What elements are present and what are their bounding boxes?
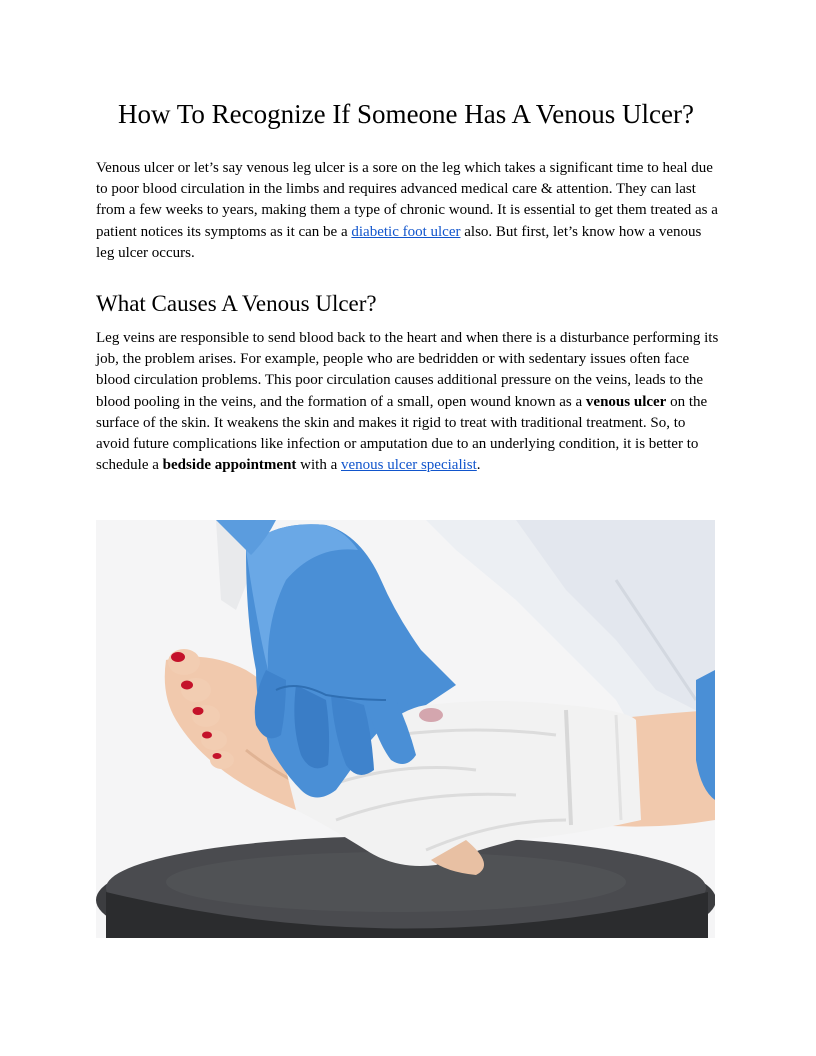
bedside-appointment-term: bedside appointment (162, 457, 297, 474)
section-heading: What Causes A Venous Ulcer? (96, 291, 377, 316)
venous-ulcer-specialist-link[interactable]: venous ulcer specialist (341, 457, 477, 474)
intro-text-end: also. But first, let’s know how a venous leg ulcer occurs. (96, 223, 702, 261)
page-title: How To Recognize If Someone Has A Venous Ulcer? (118, 99, 694, 129)
diabetic-foot-ulcer-link[interactable]: diabetic foot ulcer (351, 223, 461, 240)
venous-ulcer-term: venous ulcer (585, 393, 667, 410)
intro-text-start: Venous ulcer or let’s say venous leg ulcer is a sore on the leg which takes a significant time to heal due to poor blood circulation in the limbs and requires advanced medical care & attention. They can last from a few weeks to years, making them a type of chronic wound. It is essential to get them treated as a patient notices its symptoms as it can be a (96, 160, 718, 240)
causes-text-1: Leg veins are responsible to send blood back to the heart and when there is a disturbance performing its job, the problem arises. For example, people who are bedridden or with sedentary issues often face blood circulation problems. This poor circulation causes additional pressure on the veins, leads to the blood pooling in the veins, and the formation of a small, open wound known as a (96, 330, 719, 410)
intro-paragraph (96, 158, 720, 264)
causes-text-3: with a (296, 457, 341, 474)
causes-text-2: on the surface of the skin. It weakens the skin and makes it rigid to treat with traditional treatment. So, to avoid future complications like infection or amputation due to an underlying condition, it is better to schedule a (96, 393, 708, 474)
causes-paragraph (96, 328, 720, 476)
bandaged-foot-photo (96, 520, 715, 938)
bandaged-foot-illustration (96, 520, 715, 938)
causes-text-4: . (476, 457, 481, 474)
